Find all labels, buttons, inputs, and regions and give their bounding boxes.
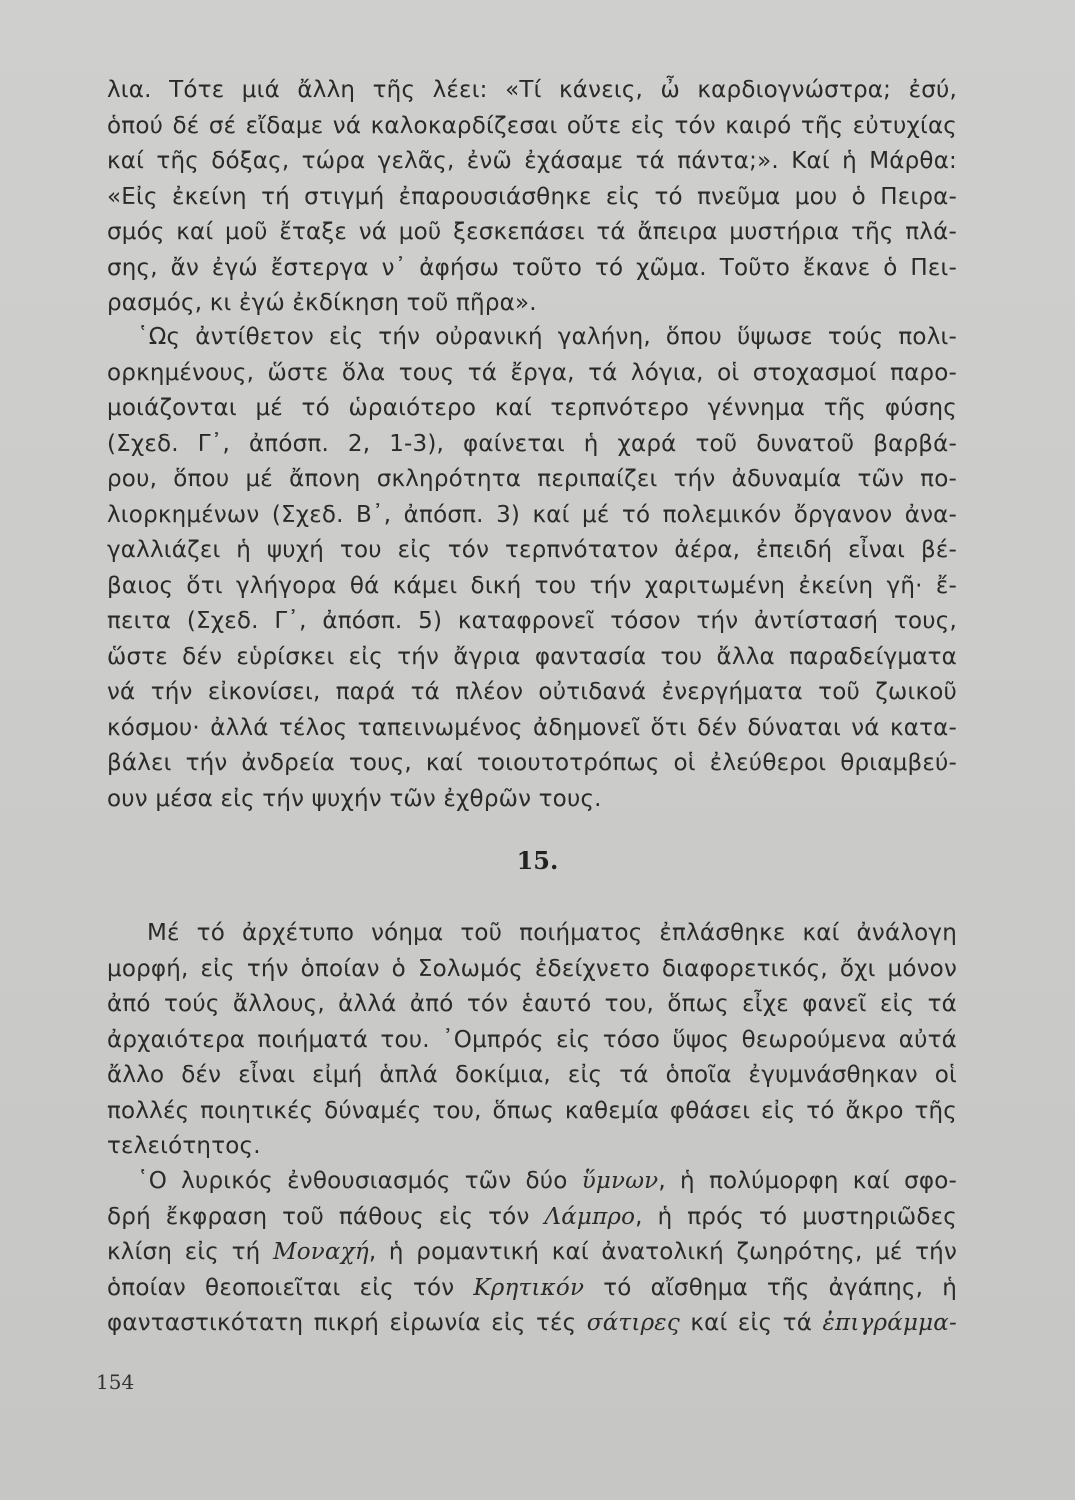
text-line: ουν μέσα εἰς τήν ψυχήν τῶν ἐχθρῶν τους. (107, 785, 602, 812)
text-line: γαλλιάζει ἡ ψυχή του εἰς τόν τερπνότατον ἀέρα, ἐπειδή εἶναι βέ- (107, 537, 957, 563)
italic-title: Λάμπρο (544, 1203, 636, 1230)
text-line: ὁπού δέ σέ εἴδαμε νά καλοκαρδίζεσαι οὔτε εἰς τόν καιρό τῆς εὐτυχίας (107, 112, 957, 139)
text-run: ὁποίαν θεοποιεῖται εἰς τόν (107, 1274, 474, 1301)
text-line: σμός καί μοῦ ἔταξε νά μοῦ ξεσκεπάσει τά ἄπειρα μυστήρια τῆς πλά- (107, 219, 957, 245)
italic-title: Κρητικόν (473, 1274, 585, 1301)
text-line: βαιος ὅτι γλήγορα θά κάμει δική του τήν χαριτωμένη ἐκείνη γῆ· ἔ- (107, 572, 957, 599)
text-line: Μέ τό ἀρχέτυπο νόημα τοῦ ποιήματος ἐπλάσθηκε καί ἀνάλογη (147, 920, 957, 946)
text-line: ρασμός, κι ἐγώ ἐκδίκηση τοῦ πῆρα». (107, 290, 537, 316)
text-line: λια. Τότε μιά ἄλλη τῆς λέει: «Τί κάνεις, ὦ καρδιογνώστρα; ἐσύ, (107, 77, 957, 103)
text-run: καί εἰς τά (679, 1310, 823, 1336)
text-line: νά τήν εἰκονίσει, παρά τά πλέον οὐτιδανά ἐνεργήματα τοῦ ζωικοῦ (107, 679, 957, 705)
italic-title: ὕμνων (581, 1168, 659, 1194)
text-line (107, 1235, 957, 1271)
paragraph-besieged-contrast (107, 320, 957, 817)
text-run: ῾Ο λυρικός ἐνθουσιασμός τῶν δύο (137, 1168, 582, 1194)
text-run: κλίση εἰς τή (107, 1239, 273, 1265)
text-run: , ἡ πολύμορφη καί σφο- (658, 1168, 957, 1194)
section-heading: 15. (516, 846, 559, 875)
text-line: βάλει τήν ἀνδρεία τους, καί τοιουτοτρόπως οἱ ἐλεύθεροι θριαμβεύ- (107, 750, 957, 776)
text-line: «Εἰς ἐκείνη τή στιγμή ἐπαρουσιάσθηκε εἰς τό πνεῦμα μου ὁ Πειρα- (107, 183, 957, 210)
text-line: πολλές ποιητικές δύναμές του, ὅπως καθεμία φθάσει εἰς τό ἄκρο τῆς (107, 1097, 957, 1124)
italic-title: σάτιρες (586, 1310, 680, 1336)
text-line: ρου, ὅπου μέ ἄπονη σκληρότητα περιπαίζει τήν ἀδυναμία τῶν πο- (107, 466, 957, 492)
text-run: τό αἴσθημα τῆς ἀγάπης, ἡ (584, 1274, 957, 1301)
text-line: ἀρχαιότερα ποιήματά του. ᾽Ομπρός εἰς τόσο ὕψος θεωρούμενα αὐτά (107, 1026, 957, 1053)
text-line: ἄλλο δέν εἶναι εἰμή ἁπλά δοκίμια, εἰς τά ὁποῖα ἐγυμνάσθηκαν οἱ (107, 1062, 957, 1088)
text-line: ὥστε δέν εὑρίσκει εἰς τήν ἄγρια φαντασία του ἄλλα παραδείγματα (107, 643, 957, 670)
text-line: μορφή, εἰς τήν ὁποίαν ὁ Σολωμός ἐδείχνετο διαφορετικός, ὄχι μόνον (107, 955, 957, 982)
text-line: ἀπό τούς ἄλλους, ἀλλά ἀπό τόν ἑαυτό του, ὅπως εἶχε φανεῖ εἰς τά (107, 991, 957, 1017)
italic-title: Μοναχή (273, 1239, 369, 1265)
text-line: πειτα (Σχεδ. Γ᾽, ἀπόσπ. 5) καταφρονεῖ τόσον τήν ἀντίστασή τους, (107, 608, 957, 634)
text-run: δρή ἔκφραση τοῦ πάθους εἰς τόν (107, 1203, 545, 1230)
page-number: 154 (96, 1370, 135, 1394)
paragraph-archetype (107, 916, 957, 1165)
paragraph-martha-quote (107, 73, 957, 322)
text-line: μοιάζονται μέ τό ὡραιότερο καί τερπνότερο γέννημα τῆς φύσης (107, 395, 957, 421)
text-line (107, 1271, 957, 1307)
text-line (107, 1200, 957, 1236)
text-run: , ἡ πρός τό μυστηριῶδες (635, 1203, 957, 1230)
text-line: (Σχεδ. Γ᾽, ἀπόσπ. 2, 1-3), φαίνεται ἡ χαρά τοῦ δυνατοῦ βαρβά- (107, 430, 957, 457)
text-run: , ἡ ρομαντική καί ἀνατολική ζωηρότης, μέ τήν (368, 1239, 957, 1265)
text-line (107, 1306, 957, 1342)
text-line (107, 1164, 957, 1200)
text-line: ορκημένους, ὥστε ὅλα τους τά ἔργα, τά λόγια, οἱ στοχασμοί παρο- (107, 359, 957, 386)
text-line: σης, ἄν ἐγώ ἔστεργα ν᾽ ἀφήσω τοῦτο τό χῶμα. Τοῦτο ἔκανε ὁ Πει- (107, 254, 957, 281)
text-line: τελειότητος. (107, 1133, 261, 1159)
text-line: ῾Ως ἀντίθετον εἰς τήν οὐρανική γαλήνη, ὅπου ὕψωσε τούς πολι- (137, 324, 957, 350)
text-run: φανταστικότατη πικρή εἰρωνία εἰς τές (107, 1310, 587, 1336)
text-line: λιορκημένων (Σχεδ. Β᾽, ἀπόσπ. 3) καί μέ τό πολεμικόν ὄργανον ἀνα- (107, 501, 957, 528)
text-line: καί τῆς δόξας, τώρα γελᾶς, ἐνῶ ἐχάσαμε τά πάντα;». Καί ἡ Μάρθα: (107, 148, 957, 174)
paragraph-lyric-enthusiasm (107, 1164, 957, 1342)
italic-title: ἐπιγράμμα- (822, 1310, 957, 1336)
text-line: κόσμου· ἀλλά τέλος ταπεινωμένος ἀδημονεῖ ὅτι δέν δύναται νά κατα- (107, 714, 957, 741)
